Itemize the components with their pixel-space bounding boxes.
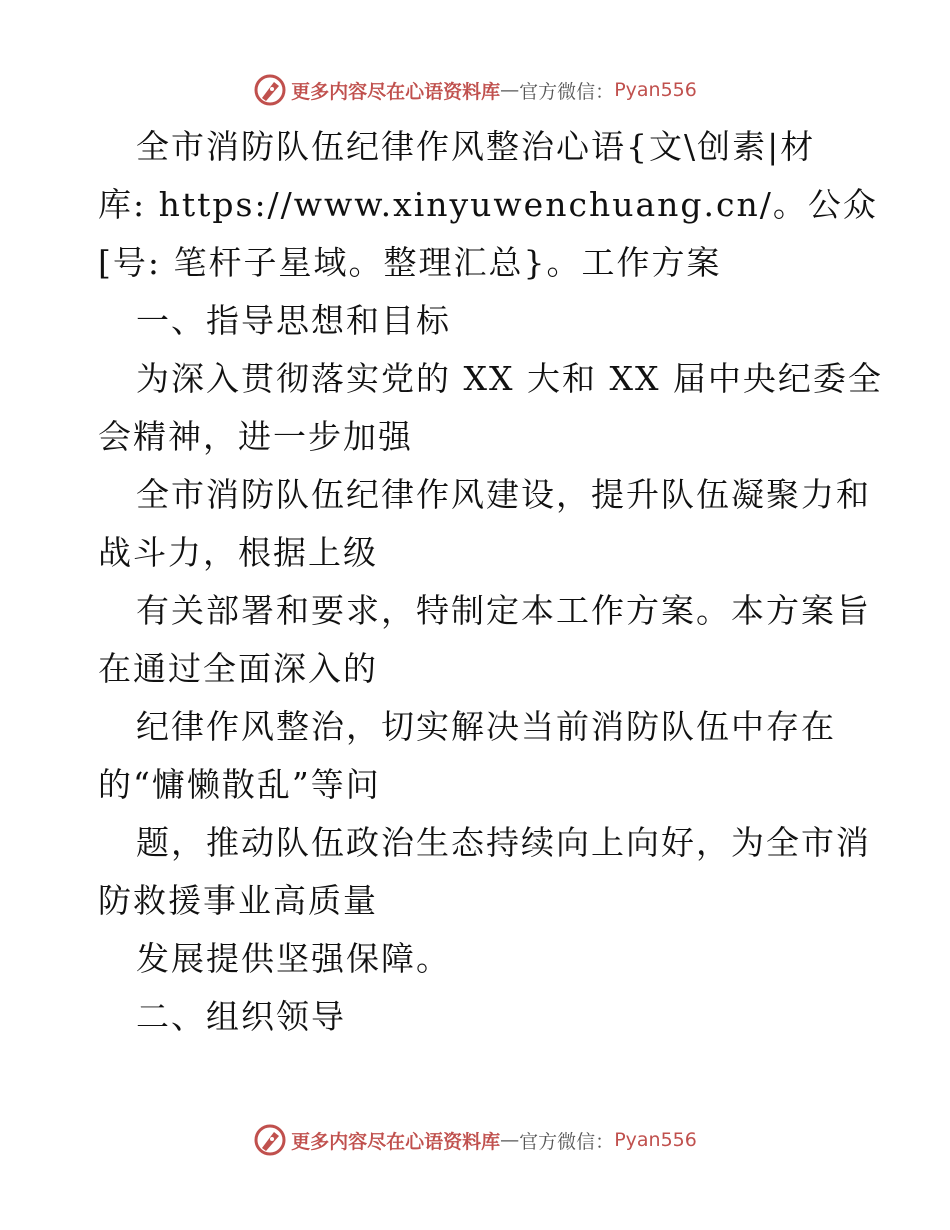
banner-main-text: 更多内容尽在心语资料库 xyxy=(291,80,501,103)
banner-separator: — xyxy=(500,79,520,101)
paragraph-line: 在通过全面深入的 xyxy=(98,649,378,688)
banner-wechat-id: Pyan556 xyxy=(614,79,697,101)
section-heading: 一、指导思想和目标 xyxy=(136,301,451,340)
paragraph-line: 全市消防队伍纪律作风建设，提升队伍凝聚力和 xyxy=(136,475,871,514)
banner-wechat-label: 官方微信： xyxy=(519,80,615,103)
banner-wechat-label: 官方微信： xyxy=(519,1130,615,1153)
paragraph-line: 防救援事业高质量 xyxy=(98,881,378,920)
paragraph-line: 为深入贯彻落实党的 XX 大和 XX 届中央纪委全 xyxy=(136,359,883,398)
section-heading: 二、组织领导 xyxy=(136,997,346,1036)
paragraph-line: 纪律作风整治，切实解决当前消防队伍中存在 xyxy=(136,707,836,746)
paragraph-line: 的“慵懒散乱”等问 xyxy=(98,765,381,804)
pen-nib-logo-icon xyxy=(253,73,287,107)
banner-wechat-id: Pyan556 xyxy=(614,1129,697,1151)
paragraph-line: 题，推动队伍政治生态持续向上向好，为全市消 xyxy=(136,823,871,862)
paragraph-line: 发展提供坚强保障。 xyxy=(136,939,451,978)
paragraph-line: 库: https://www.xinyuwenchuang.cn/。公众 xyxy=(98,185,878,224)
pen-nib-logo-icon xyxy=(253,1123,287,1157)
banner-separator: — xyxy=(500,1129,520,1151)
paragraph-line: 战斗力，根据上级 xyxy=(98,533,378,572)
footer-watermark-banner xyxy=(0,1120,950,1160)
header-watermark-banner xyxy=(0,70,950,110)
paragraph-line: [号: 笔杆子星域。整理汇总}。工作方案 xyxy=(98,243,722,282)
banner-main-text: 更多内容尽在心语资料库 xyxy=(291,1130,501,1153)
paragraph-line: 会精神，进一步加强 xyxy=(98,417,413,456)
paragraph-line: 有关部署和要求，特制定本工作方案。本方案旨 xyxy=(136,591,871,630)
paragraph-line: 全市消防队伍纪律作风整治心语{文\创素|材 xyxy=(136,127,816,166)
document-body xyxy=(98,118,883,1046)
